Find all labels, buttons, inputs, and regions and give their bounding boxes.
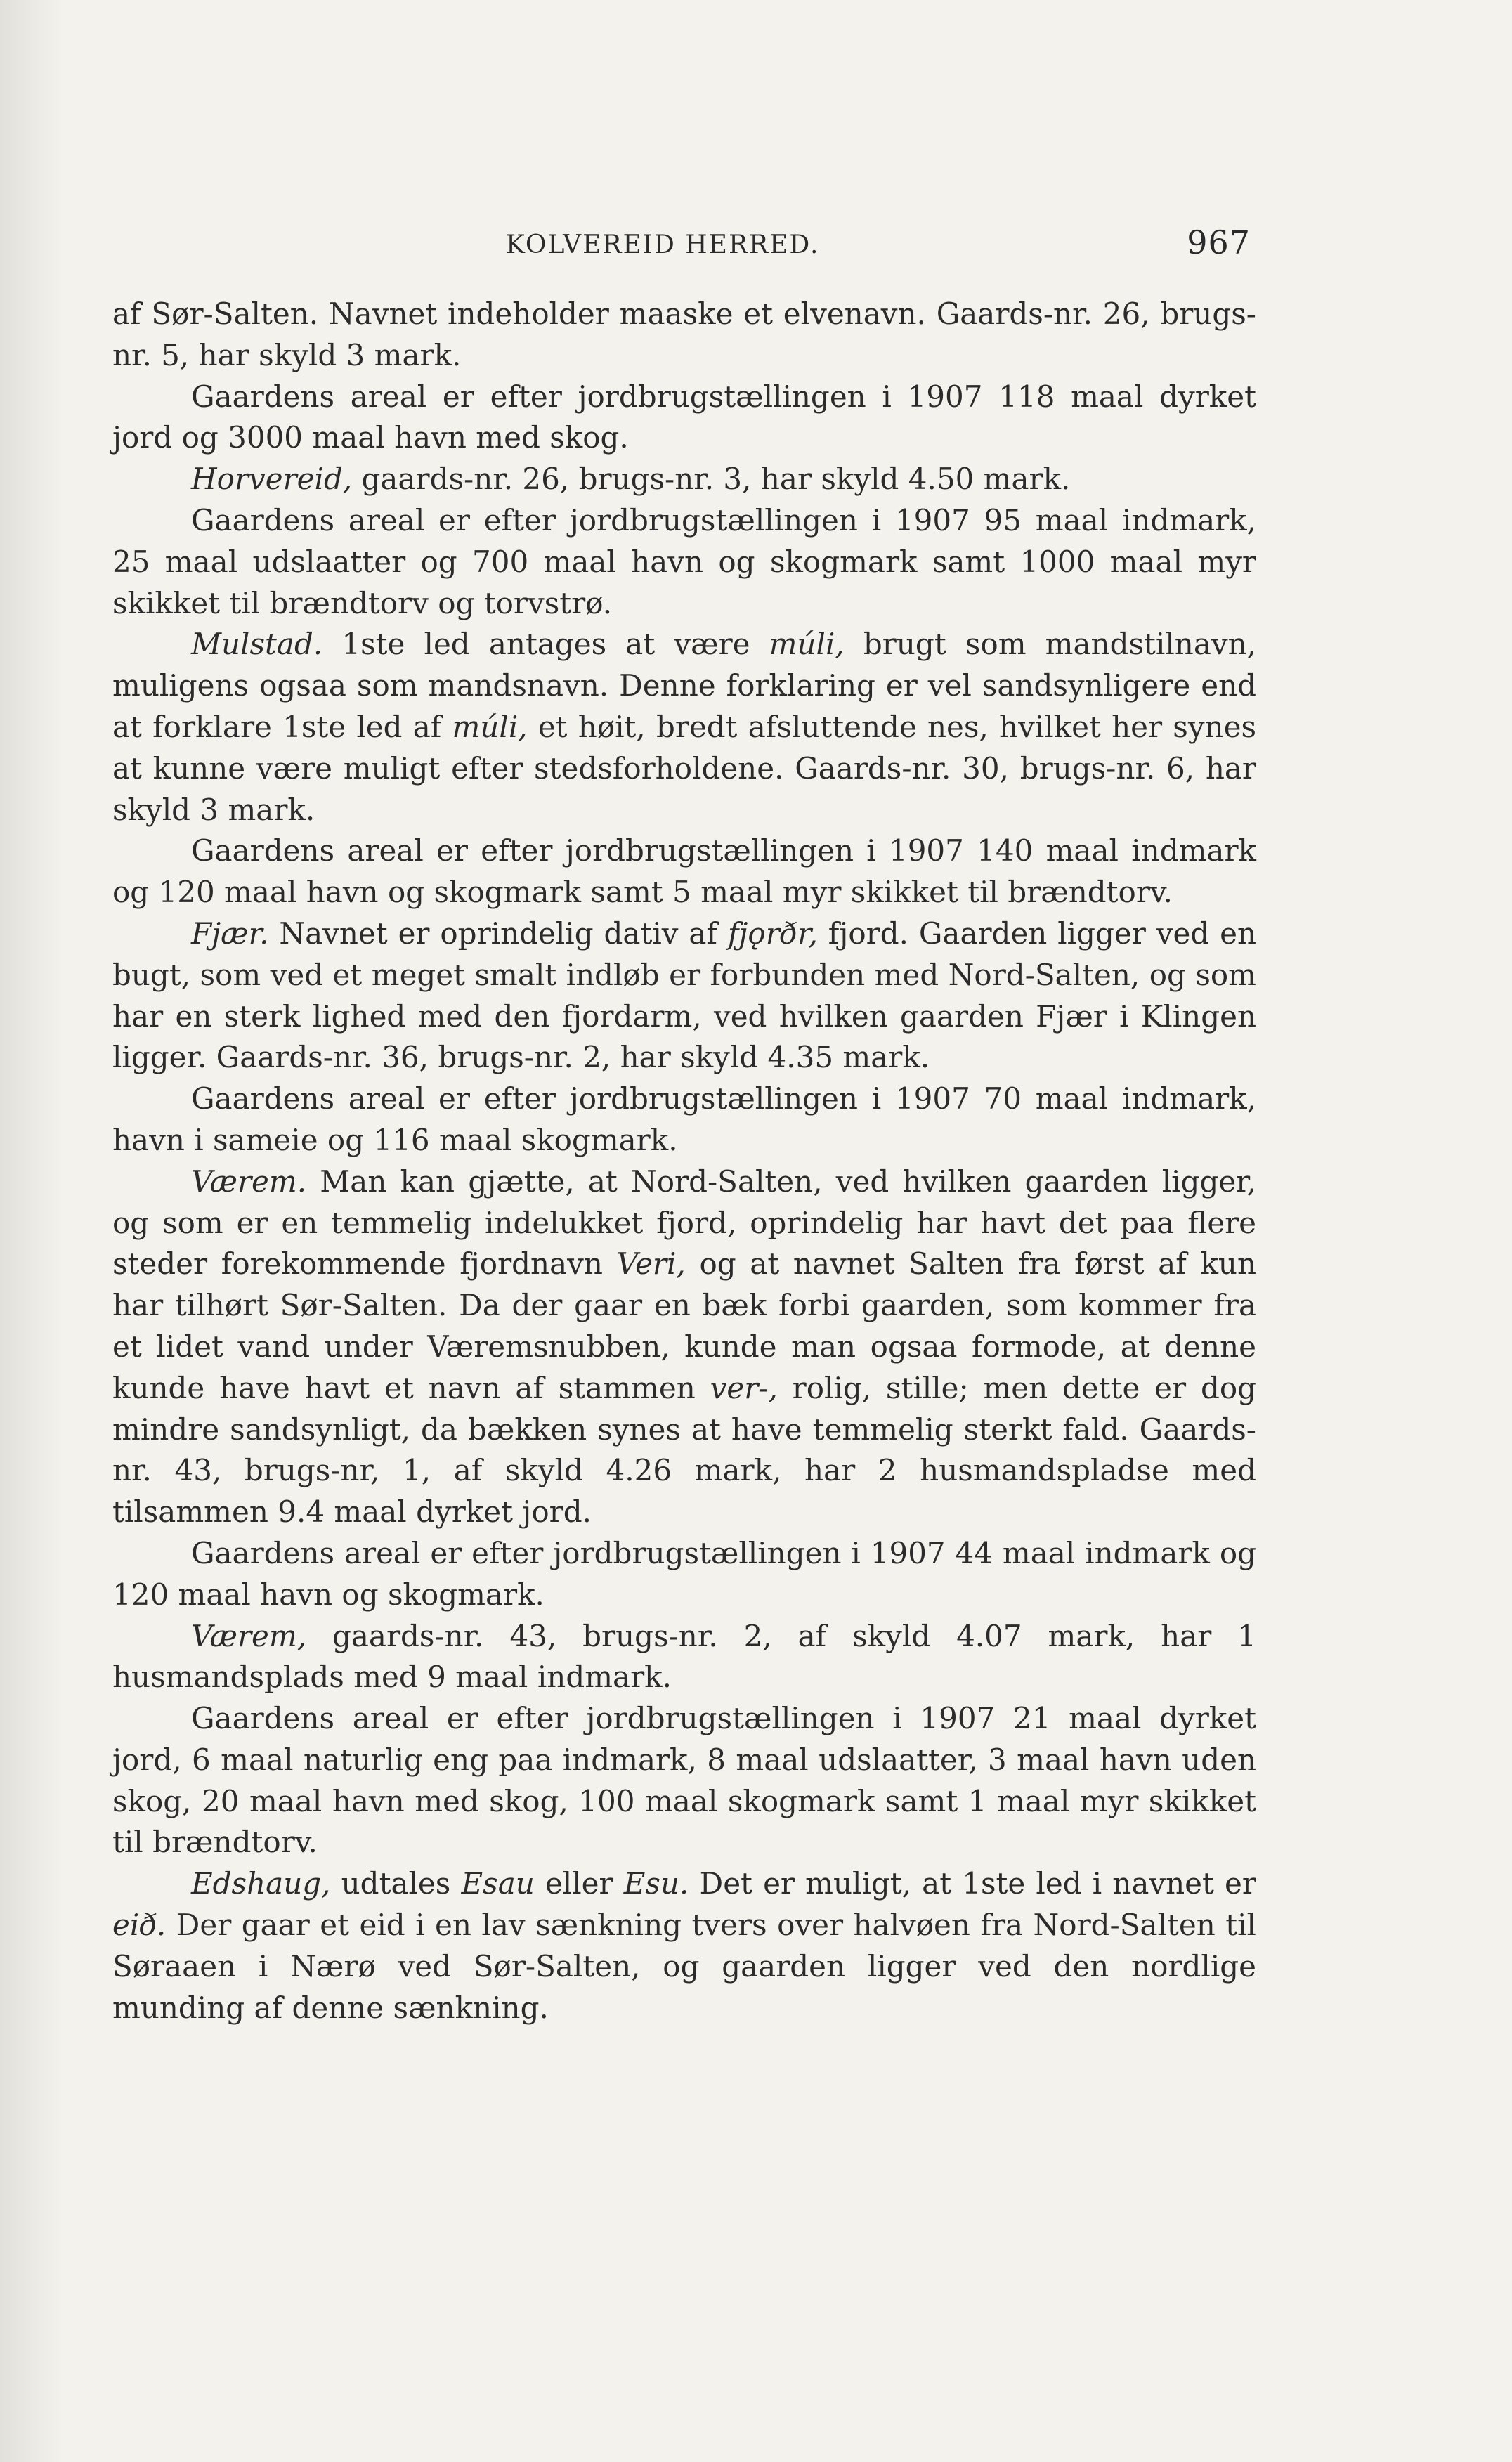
text-run: Navnet er oprindelig dativ af — [268, 916, 728, 951]
paragraph — [112, 377, 1256, 460]
paragraph — [112, 1161, 1256, 1533]
text-run: eller — [534, 1866, 624, 1901]
paragraph — [112, 1079, 1256, 1161]
text-run: Gaardens areal er efter jordbrugstællingen i 1907 44 maal indmark og 120 maal havn og skogmark. — [112, 1535, 1256, 1612]
text-run: et høit, bredt afsluttende nes, hvilket her synes at kunne være muligt efter stedsforholdene. Gaards-nr. 30, brugs-nr. 6, har skyld 3 mark. — [112, 709, 1257, 827]
text-run: og at navnet Salten fra først af kun har tilhørt Sør-Salten. Da der gaar en bæk forbi gaarden, som kommer fra et lidet vand under Væremsnubben, kunde man ogsaa formode, at denne kunde have havt et navn af stammen — [112, 1246, 1256, 1405]
text-run: Gaardens areal er efter jordbrugstællingen i 1907 95 maal indmark, 25 maal udslaatter og 700 maal havn og skogmark samt 1000 maal myr skikket til brændtorv og torvstrø. — [112, 502, 1256, 620]
running-head: KOLVEREID HERRED. — [506, 230, 820, 259]
text-run: Der gaar et eid i en lav sænkning tvers over halvøen fra Nord-Salten til Søraaen i Nærø ved Sør-Salten, og gaarden ligger ved den nordlige munding af denne sænkning. — [112, 1908, 1256, 2025]
italic-term: Esau — [461, 1866, 535, 1901]
italic-term: Værem. — [191, 1164, 307, 1199]
italic-term: Esu. — [623, 1866, 689, 1901]
page-number: 967 — [1187, 223, 1251, 261]
text-run: udtales — [330, 1866, 462, 1901]
text-run: Gaardens areal er efter jordbrugstællingen i 1907 140 maal indmark og 120 maal havn og skogmark samt 5 maal myr skikket til brændtorv. — [112, 833, 1256, 910]
italic-term: Værem, — [191, 1618, 307, 1653]
italic-term: ver-, — [710, 1370, 778, 1405]
italic-term: fjǫrðr, — [727, 916, 818, 951]
paragraph — [112, 1533, 1256, 1616]
italic-term: Veri, — [616, 1246, 686, 1282]
paragraph — [112, 500, 1256, 624]
text-run: brugt som mandstilnavn, muligens ogsaa som mandsnavn. Denne forklaring er vel sandsynligere end at forklare 1ste led af — [112, 627, 1256, 744]
text-run: gaards-nr. 26, brugs-nr. 3, har skyld 4.50 mark. — [352, 462, 1071, 497]
text-run: Man kan gjætte, at Nord-Salten, ved hvilken gaarden ligger, og som er en temmelig indelukket fjord, oprindelig har havt det paa flere steder forekommende fjordnavn — [112, 1164, 1256, 1282]
text-run: Det er muligt, at 1ste led i navnet er — [689, 1866, 1256, 1901]
body-text — [112, 294, 1256, 2028]
text-run: Gaardens areal er efter jordbrugstællingen i 1907 21 maal dyrket jord, 6 maal naturlig eng paa indmark, 8 maal udslaatter, 3 maal havn uden skog, 20 maal havn med skog, 100 maal skogmark samt 1 maal myr skikket til brændtorv. — [112, 1701, 1256, 1860]
italic-term: eið. — [112, 1908, 167, 1943]
paragraph — [112, 1616, 1256, 1699]
text-run: fjord. Gaarden ligger ved en bugt, som ved et meget smalt indløb er forbunden med Nord-Salten, og som har en sterk lighed med den fjordarm, ved hvilken gaarden Fjær i Klingen ligger. Gaards-nr. 36, brugs-nr. 2, har skyld 4.35 mark. — [112, 916, 1256, 1075]
text-run: Gaardens areal er efter jordbrugstællingen i 1907 118 maal dyrket jord og 3000 maal havn med skog. — [112, 379, 1256, 455]
paragraph — [112, 831, 1256, 913]
paragraph — [112, 913, 1256, 1079]
paragraph — [112, 624, 1256, 831]
text-run: af Sør-Salten. Navnet indeholder maaske et elvenavn. Gaards-nr. 26, brugs-nr. 5, har skyld 3 mark. — [112, 297, 1256, 372]
page-header — [112, 223, 1256, 266]
italic-term: Edshaug, — [191, 1866, 331, 1901]
italic-term: múli, — [452, 709, 528, 744]
text-run: gaards-nr. 43, brugs-nr. 2, af skyld 4.07 mark, har 1 husmandsplads med 9 maal indmark. — [112, 1618, 1256, 1695]
paragraph — [112, 1863, 1256, 2028]
italic-term: múli, — [769, 627, 845, 662]
text-run: 1ste led antages at være — [322, 627, 769, 662]
italic-term: Horvereid, — [191, 462, 353, 497]
italic-term: Fjær. — [191, 916, 269, 951]
paragraph — [112, 1698, 1256, 1863]
text-run: rolig, stille; men dette er dog mindre sandsynligt, da bækken synes at have temmelig sterkt fald. Gaards-nr. 43, brugs-nr, 1, af skyld 4.26 mark, har 2 husmandspladse med tilsammen 9.4 maal dyrket jord. — [112, 1370, 1256, 1530]
page-edge-shading — [0, 0, 63, 2462]
text-run: Gaardens areal er efter jordbrugstællingen i 1907 70 maal indmark, havn i sameie og 116 maal skogmark. — [112, 1081, 1256, 1157]
italic-term: Mulstad. — [191, 627, 323, 662]
paragraph — [112, 459, 1256, 500]
paragraph — [112, 294, 1256, 377]
